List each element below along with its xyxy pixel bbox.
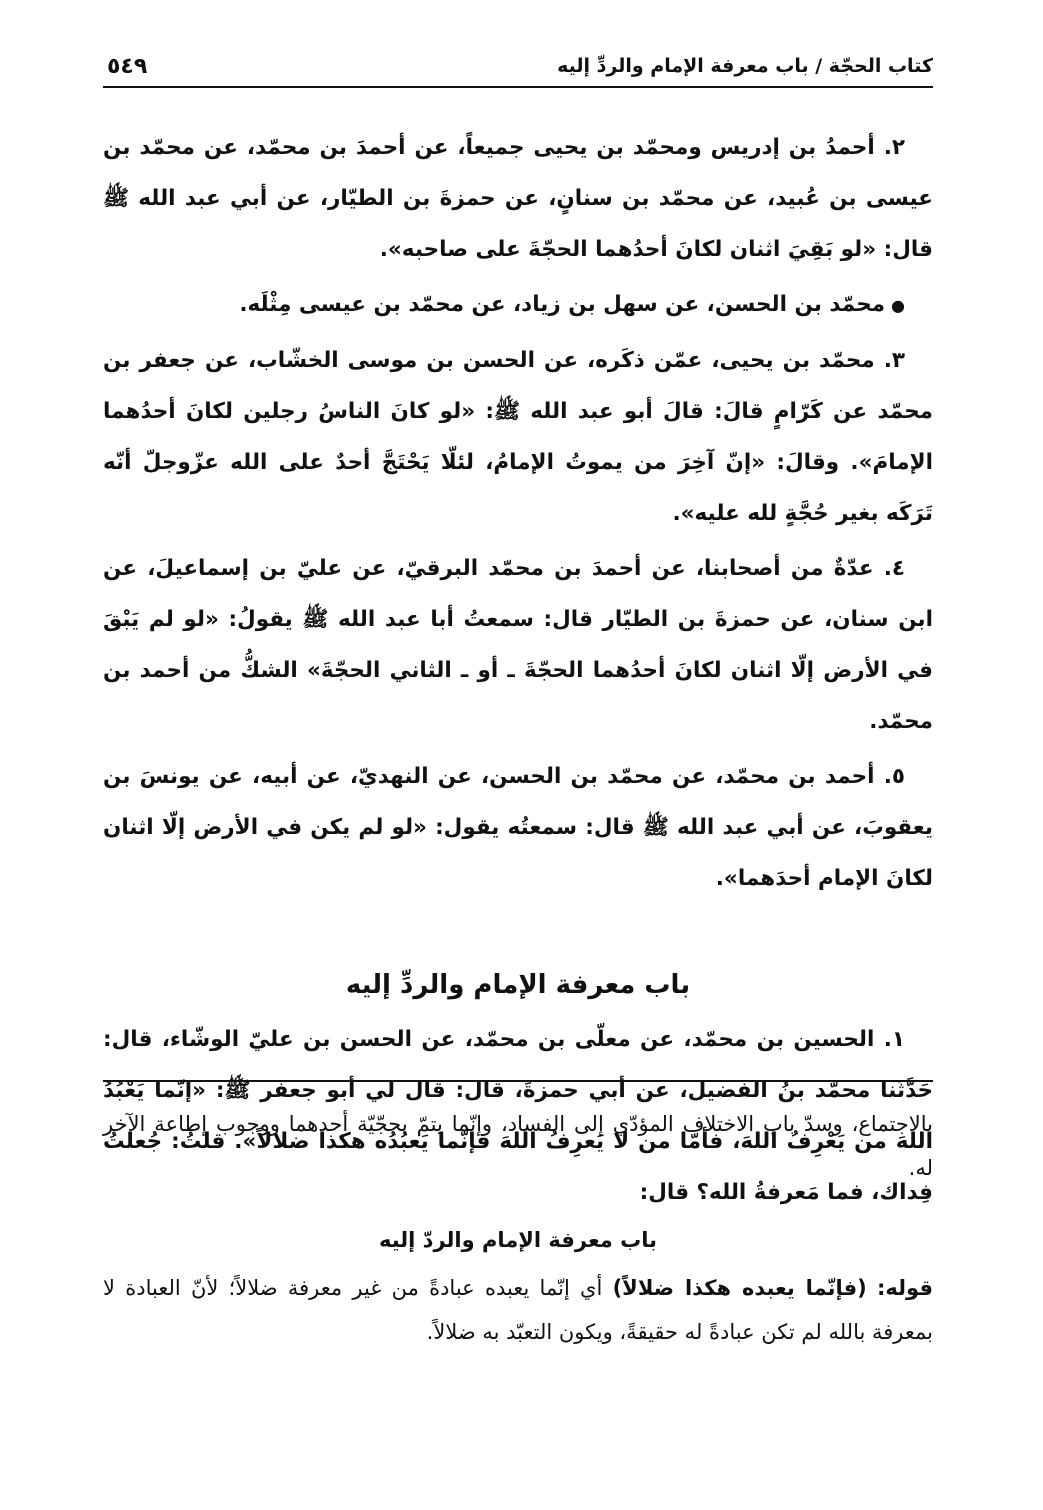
commentary-notes: [103, 1102, 933, 1354]
book-page: [103, 0, 933, 1510]
hadith-2-chain-text: محمّد بن الحسن، عن سهل بن زياد، عن محمّد بن عيسى مِثْلَه.: [239, 292, 886, 317]
note-continuation: بالاجتماع، وسدّ باب الاختلاف المؤدّي إلى الفساد، وإنّما يتمّ بحجّيّة أحدهما ووجوب إطاعة الآخر له.: [103, 1112, 933, 1180]
hadith-5: ٥. أحمد بن محمّد، عن محمّد بن الحسن، عن النهديّ، عن أبيه، عن يونسَ بن يعقوبَ، عن أبي عبد الله ﷺ قال: سمعتُه يقول: «لو لم يكن في الأرض إلّا اثنان لكانَ الإمام أحدَهما».: [103, 764, 933, 891]
main-text: [103, 122, 933, 1222]
note-lemma-label: قوله:: [877, 1276, 933, 1300]
page-number: ٥٤٩: [107, 53, 148, 79]
hadith-3: ٣. محمّد بن يحيى، عمّن ذكَره، عن الحسن بن موسى الخشّاب، عن جعفر بن محمّد عن كَرّامٍ قالَ: قالَ أبو عبد الله ﷺ: «لو كانَ الناسُ رجلين لكانَ أحدُهما الإمامَ». وقالَ: «إنّ آخِرَ من يموتُ الإمامُ، لئلّا يَحْتَجَّ أحدٌ على الله عزّوجلّ أنّه تَرَكَه بغير حُجَّةٍ لله عليه».: [103, 348, 933, 526]
note-commentary-text: أي إنّما يعبده عبادةً من غير معرفة ضلالاً؛ لأنّ العبادة لا بمعرفة بالله لم تكن عبادةً له حقيقةً، ويكون التعبّد به ضلالاً.: [103, 1276, 933, 1344]
hadith-2-chain: [103, 279, 933, 331]
note-heading: باب معرفة الإمام والردّ إليه: [378, 1228, 657, 1252]
hadith-2: ٢. أحمدُ بن إدريس ومحمّد بن يحيى جميعاً، عن أحمدَ بن محمّد، عن محمّد بن عيسى بن عُبيد، عن محمّد بن سنانٍ، عن حمزةَ بن الطيّار، عن أبي عبد الله ﷺ قال: «لو بَقِيَ اثنان لكانَ أحدُهما الحجّةَ على صاحبه».: [103, 135, 933, 262]
bullet-icon: ●: [891, 296, 905, 315]
section-heading: باب معرفة الإمام والردِّ إليه: [345, 970, 691, 1000]
note-lemma: (فإنّما يعبده هكذا ضلالاً): [612, 1276, 867, 1300]
footnote-divider: [103, 1080, 933, 1082]
note-commentary: [103, 1266, 933, 1354]
hadith-4: ٤. عدّةٌ من أصحابنا، عن أحمدَ بن محمّد البرقيّ، عن عليّ بن إسماعيلَ، عن ابن سنان، عن حمزةَ بن الطيّار قال: سمعتُ أبا عبد الله ﷺ يقولُ: «لو لم يَبْقَ في الأرض إلّا اثنان لكانَ أحدُهما الحجّةَ ـ أو ـ الثاني الحجّةَ» الشكُّ من أحمد بن محمّد.: [103, 556, 933, 734]
page-header: [103, 46, 933, 88]
running-title: كتاب الحجّة / باب معرفة الإمام والردِّ إليه: [557, 55, 933, 77]
section-hadith-1: ١. الحسين بن محمّد، عن معلّى بن محمّد، عن الحسن بن عليّ الوشّاء، قال: حَدَّثَنا محمّد بنُ الفضيل، عن أبي حمزةَ، قال: قال لي أبو جعفر ﷺ: «إنّما يَعْبُدُ اللهَ من يَعْرِفُ اللهَ، فأمّا من لا يَعرِفُ اللهَ فإنّما يَعبُدُه هكذا ضلالاً». قلتُ: جُعلتُ فِداك، فما مَعرفةُ الله؟ قال:: [103, 1027, 933, 1205]
